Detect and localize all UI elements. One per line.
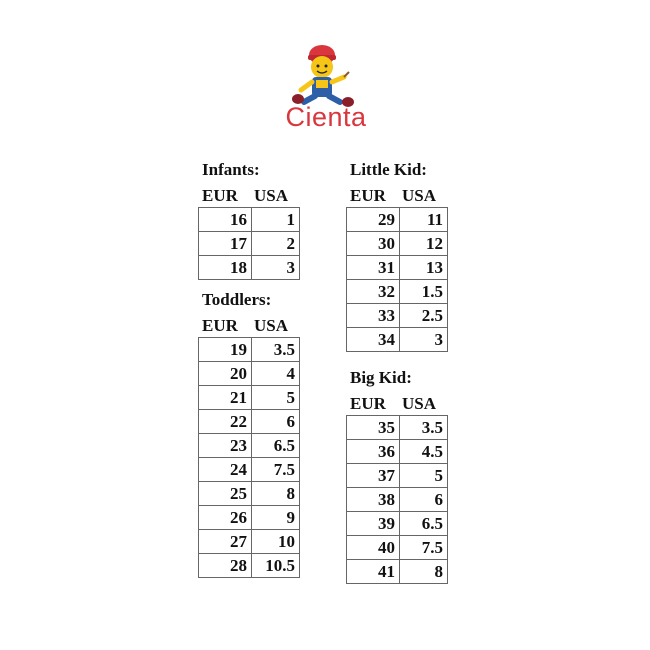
usa-size-cell: 6 xyxy=(252,410,300,434)
size-row xyxy=(347,256,448,280)
size-row xyxy=(199,530,300,554)
size-row xyxy=(199,410,300,434)
usa-size-cell: 8 xyxy=(400,560,448,584)
usa-header: USA xyxy=(402,394,437,413)
usa-size-cell: 1.5 xyxy=(400,280,448,304)
infants-size-table xyxy=(198,207,300,280)
usa-header: USA xyxy=(402,186,437,205)
eur-header: EUR xyxy=(202,316,238,335)
usa-size-cell: 8 xyxy=(252,482,300,506)
brand-logo xyxy=(270,42,382,142)
usa-size-cell: 6.5 xyxy=(252,434,300,458)
eur-size-cell: 18 xyxy=(199,256,252,280)
eur-size-cell: 37 xyxy=(347,464,400,488)
eur-size-cell: 33 xyxy=(347,304,400,328)
big-kid-title: Big Kid: xyxy=(350,368,412,387)
usa-size-cell: 6 xyxy=(400,488,448,512)
eur-size-cell: 22 xyxy=(199,410,252,434)
eur-size-cell: 36 xyxy=(347,440,400,464)
eur-size-cell: 38 xyxy=(347,488,400,512)
eur-size-cell: 26 xyxy=(199,506,252,530)
usa-size-cell: 2 xyxy=(252,232,300,256)
little-kid-size-table xyxy=(346,207,448,352)
usa-size-cell: 12 xyxy=(400,232,448,256)
size-row xyxy=(347,536,448,560)
size-row xyxy=(199,434,300,458)
eur-size-cell: 25 xyxy=(199,482,252,506)
infants-title: Infants: xyxy=(202,160,260,179)
eur-header: EUR xyxy=(202,186,238,205)
big-kid-size-table xyxy=(346,415,448,584)
usa-size-cell: 2.5 xyxy=(400,304,448,328)
usa-size-cell: 7.5 xyxy=(252,458,300,482)
toddlers-title: Toddlers: xyxy=(202,290,272,309)
eur-size-cell: 23 xyxy=(199,434,252,458)
size-row xyxy=(347,560,448,584)
eur-size-cell: 32 xyxy=(347,280,400,304)
eur-size-cell: 27 xyxy=(199,530,252,554)
big-kid-column-headers xyxy=(350,394,436,414)
eur-size-cell: 28 xyxy=(199,554,252,578)
size-row xyxy=(199,554,300,578)
usa-size-cell: 7.5 xyxy=(400,536,448,560)
usa-size-cell: 6.5 xyxy=(400,512,448,536)
usa-size-cell: 5 xyxy=(400,464,448,488)
usa-size-cell: 9 xyxy=(252,506,300,530)
usa-size-cell: 10 xyxy=(252,530,300,554)
usa-size-cell: 11 xyxy=(400,208,448,232)
eur-header: EUR xyxy=(350,186,386,205)
size-row xyxy=(199,458,300,482)
eur-size-cell: 19 xyxy=(199,338,252,362)
usa-size-cell: 3.5 xyxy=(252,338,300,362)
eur-size-cell: 41 xyxy=(347,560,400,584)
eur-size-cell: 31 xyxy=(347,256,400,280)
usa-size-cell: 3.5 xyxy=(400,416,448,440)
little-kid-title: Little Kid: xyxy=(350,160,427,179)
eur-size-cell: 34 xyxy=(347,328,400,352)
usa-header: USA xyxy=(254,186,289,205)
size-row xyxy=(347,304,448,328)
size-row xyxy=(199,362,300,386)
size-row xyxy=(199,482,300,506)
size-row xyxy=(347,208,448,232)
usa-size-cell: 3 xyxy=(252,256,300,280)
usa-size-cell: 3 xyxy=(400,328,448,352)
usa-header: USA xyxy=(254,316,289,335)
eur-size-cell: 24 xyxy=(199,458,252,482)
eur-size-cell: 39 xyxy=(347,512,400,536)
eur-size-cell: 20 xyxy=(199,362,252,386)
eur-header: EUR xyxy=(350,394,386,413)
size-row xyxy=(347,464,448,488)
size-row xyxy=(347,488,448,512)
usa-size-cell: 4 xyxy=(252,362,300,386)
eur-size-cell: 35 xyxy=(347,416,400,440)
size-row xyxy=(199,208,300,232)
size-row xyxy=(199,386,300,410)
eur-size-cell: 17 xyxy=(199,232,252,256)
usa-size-cell: 10.5 xyxy=(252,554,300,578)
size-row xyxy=(199,506,300,530)
size-row xyxy=(347,416,448,440)
little-kid-column-headers xyxy=(350,186,436,206)
size-row xyxy=(347,512,448,536)
size-row xyxy=(199,338,300,362)
usa-size-cell: 1 xyxy=(252,208,300,232)
usa-size-cell: 13 xyxy=(400,256,448,280)
usa-size-cell: 5 xyxy=(252,386,300,410)
eur-size-cell: 29 xyxy=(347,208,400,232)
eur-size-cell: 16 xyxy=(199,208,252,232)
size-row xyxy=(347,328,448,352)
toddlers-size-table xyxy=(198,337,300,578)
size-row xyxy=(199,232,300,256)
infants-column-headers xyxy=(202,186,288,206)
eur-size-cell: 30 xyxy=(347,232,400,256)
eur-size-cell: 40 xyxy=(347,536,400,560)
usa-size-cell: 4.5 xyxy=(400,440,448,464)
size-row xyxy=(347,280,448,304)
brand-name: Cienta xyxy=(285,102,367,132)
size-row xyxy=(347,440,448,464)
toddlers-column-headers xyxy=(202,316,288,336)
size-row xyxy=(199,256,300,280)
size-row xyxy=(347,232,448,256)
eur-size-cell: 21 xyxy=(199,386,252,410)
